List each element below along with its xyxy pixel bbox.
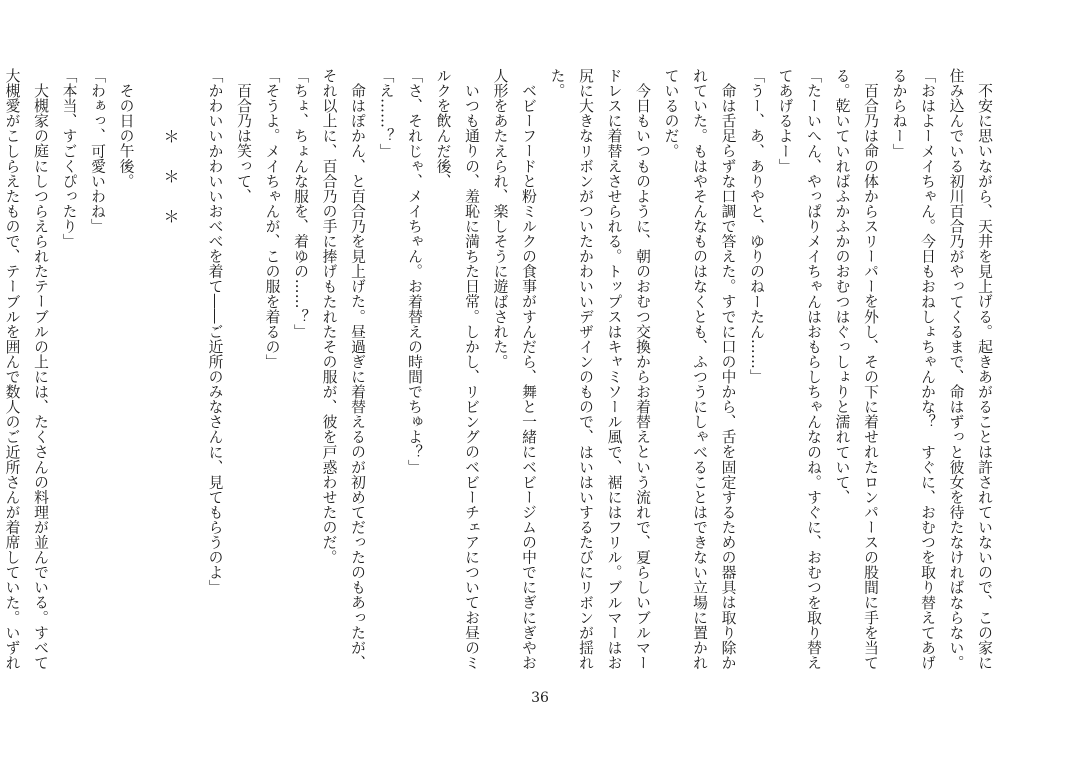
dialogue-line: 「そうよ。メイちゃんが、この服を着るの」: [263, 68, 281, 369]
page-number: 36: [531, 690, 549, 706]
dialogue-line: 「え……？」: [377, 68, 395, 159]
dialogue-line: 「たーいへん、やっぱりメイちゃんはおもらしちゃんなのね。すぐに、おむつを取り替えてあげるよー」: [776, 68, 822, 670]
paragraph-line: 不安に思いながら、天井を見上げる。起きあがることは許されていないので、この家に住み込んでいる初川百合乃がやってくるまで、命はずっと彼女を待たなければならない。: [947, 68, 993, 670]
paragraph-line: 命は舌足らずな口調で答えた。すでに口の中から、舌を固定するための器具は取り除かれていた。もはやそんなものはなくとも、ふつうにしゃべることはできない立場に置かれているのだ。: [662, 68, 737, 670]
paragraph-line: 大槻家の庭にしつらえられたテーブルの上には、たくさんの料理が並んでいる。すべて大槻愛がこしらえたもので、テーブルを囲んで数人のご近所さんが着席していた。いずれ: [3, 68, 49, 670]
paragraph-line: その日の午後。: [117, 82, 135, 189]
vertical-text-body: [3, 68, 998, 678]
dialogue-line: 「本当、すごくぴったり」: [60, 68, 78, 249]
dialogue-line: 「ちょ、ちょんな服を、着ゆの……？」: [292, 68, 309, 339]
dialogue-line: 「さ、それじゃ、メイちゃん。お着替えの時間でちゅよ？」: [406, 68, 423, 475]
paragraph-line: 命はぽかん、と百合乃を見上げた。昼過ぎに着替えるのが初めてだったのもあったが、それ以上に、百合乃の手に捧げもたれたその服が、彼を戸惑わせたのだ。: [320, 68, 366, 670]
paragraph-line: 今日もいつものように、朝のおむつ交換からお着替えという流れで、夏らしいブルマードレスに着替えさせられる。トップスはキャミソール風で、裾にはフリル。ブルマーはお尻に大きなリボンがついたかわいいデザインのもので、はいはいするたびにリボンが揺れた。: [548, 68, 651, 670]
dialogue-line: 「かわいいかわいいおべべを着て――ご近所のみなさんに、見てもらうのよ」: [206, 68, 224, 595]
scene-break: ＊＊＊: [161, 128, 180, 248]
dialogue-line: 「おはよーメイちゃん。今日もおねしょちゃんかな？ すぐに、おむつを取り替えてあげるからねー」: [890, 68, 936, 670]
paragraph-line: 百合乃は命の体からスリーパーを外し、その下に着せれたロンパースの股間に手を当てる。乾いていればふかふかのおむつはぐっしょりと濡れていて、: [833, 68, 879, 670]
paragraph-line: 百合乃は笑って、: [235, 82, 252, 204]
paragraph-line: いつも通りの、羞恥に満ちた日常。しかし、リビングのベビーチェアについてお昼のミルクを飲んだ後、: [434, 68, 480, 670]
dialogue-line: 「わぁっ、可愛いわね」: [89, 68, 106, 234]
paragraph-line: ベビーフードと粉ミルクの食事がすんだら、舞と一緒にベビージムの中でにぎにぎやお人形をあたえられ、楽しそうに遊ばされた。: [491, 68, 537, 670]
dialogue-line: 「うー、あ、ありやと、ゆりのねーたん……」: [748, 68, 765, 385]
